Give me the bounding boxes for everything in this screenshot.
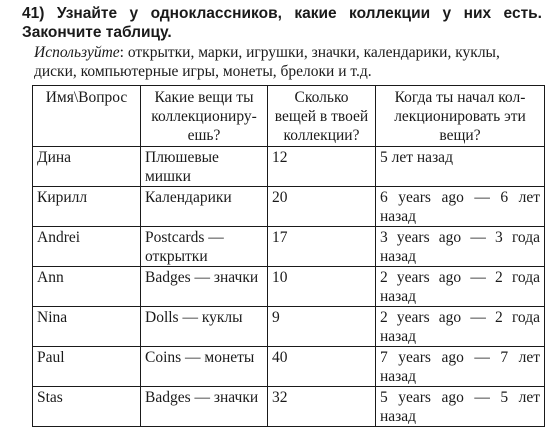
table-row	[33, 267, 545, 307]
cell-name: Paul	[33, 347, 141, 387]
hint-text: : открытки, марки, игрушки, значки, календарики, куклы, диски, компьютерные игры, монеты, брелоки и т.д.	[34, 44, 500, 80]
header-count: Сколько вещей в твоей коллекции?	[268, 86, 376, 147]
cell-name: Nina	[33, 307, 141, 347]
table-row	[33, 347, 545, 387]
hint-paragraph	[14, 43, 542, 81]
cell-since: 5 years ago — 5 лет назад	[376, 387, 545, 427]
task-heading: 41) Узнайте у одноклассников, какие коллекции у них есть. Закончите таблицу.	[22, 5, 542, 41]
hint-label: Используйте	[34, 44, 120, 61]
cell-name: Кирилл	[33, 187, 141, 227]
cell-name: Andrei	[33, 227, 141, 267]
cell-count: 12	[268, 147, 376, 187]
table-row	[33, 227, 545, 267]
cell-since: 5 лет назад	[376, 147, 545, 187]
cell-items: Badges — значки	[141, 387, 268, 427]
cell-name: Stas	[33, 387, 141, 427]
cell-items: Badges — значки	[141, 267, 268, 307]
table-row	[33, 147, 545, 187]
cell-items: Dolls — куклы	[141, 307, 268, 347]
collections-table	[32, 85, 545, 427]
table-row	[33, 387, 545, 427]
cell-since: 2 years ago — 2 года назад	[376, 267, 545, 307]
cell-name: Ann	[33, 267, 141, 307]
cell-count: 32	[268, 387, 376, 427]
cell-items: Плюшевые мишки	[141, 147, 268, 187]
table-header-row	[33, 86, 545, 147]
cell-count: 40	[268, 347, 376, 387]
cell-since: 3 years ago — 3 года назад	[376, 227, 545, 267]
header-name: Имя\Вопрос	[33, 86, 141, 147]
cell-items: Coins — монеты	[141, 347, 268, 387]
cell-items: Postcards — открытки	[141, 227, 268, 267]
cell-count: 9	[268, 307, 376, 347]
cell-name: Дина	[33, 147, 141, 187]
cell-items: Календарики	[141, 187, 268, 227]
table-row	[33, 187, 545, 227]
cell-count: 20	[268, 187, 376, 227]
cell-count: 17	[268, 227, 376, 267]
cell-since: 7 years ago — 7 лет назад	[376, 347, 545, 387]
cell-since: 6 years ago — 6 лет назад	[376, 187, 545, 227]
cell-count: 10	[268, 267, 376, 307]
table-row	[33, 307, 545, 347]
header-since: Когда ты начал кол-лекционировать эти вещи?	[376, 86, 545, 147]
cell-since: 2 years ago — 2 года назад	[376, 307, 545, 347]
header-items: Какие вещи ты коллекциониру-ешь?	[141, 86, 268, 147]
